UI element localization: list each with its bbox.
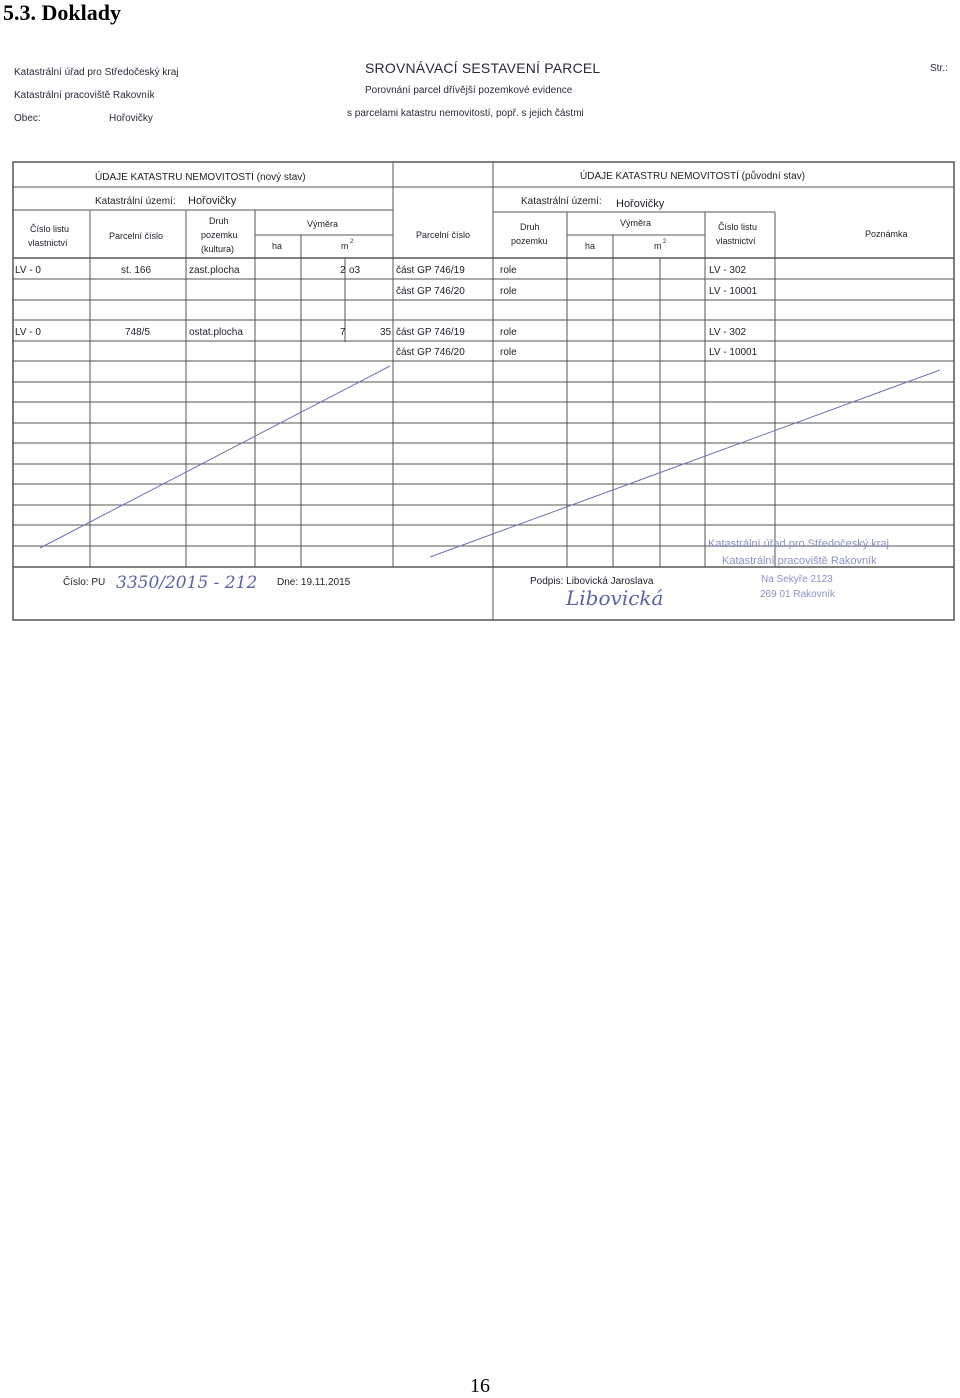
obec-label: Obec: [14, 113, 41, 124]
obec-value: Hořovičky [109, 113, 153, 124]
office-stamp [708, 538, 889, 600]
col-m2: m [341, 241, 349, 251]
col-orig-m2: m [654, 241, 662, 251]
stamp-line-2: Katastrální pracoviště Rakovník [722, 555, 877, 567]
col-parcel: Parcelní číslo [109, 231, 164, 241]
stamp-line-3: Na Sekyře 2123 [761, 574, 833, 585]
signature: Libovická [566, 586, 664, 610]
cell-orig-druh: role [500, 327, 517, 338]
cell-m2-a: 7 [340, 327, 346, 338]
cell-m2-b: 35 [380, 327, 392, 338]
cell-parcel: st. 166 [121, 265, 152, 276]
table-row [396, 286, 758, 297]
cislo-handwritten: 3350/2015 - 212 [116, 573, 258, 593]
cell-orig-druh: role [500, 347, 517, 358]
col-orig-lv-1: Číslo listu [718, 222, 758, 232]
page-label: Str.: [930, 63, 948, 74]
stamp-line-1: Katastrální úřad pro Středočeský kraj [708, 538, 889, 550]
workplace-name: Katastrální pracoviště Rakovník [14, 90, 155, 101]
cell-druh: zast.plocha [189, 265, 240, 276]
form-subtitle-2: s parcelami katastru nemovitostí, popř. s jejich částmi [347, 108, 584, 119]
ku-label-new: Katastrální území: [95, 196, 176, 207]
cell-orig-parcel: část GP 746/19 [396, 327, 465, 338]
col-note: Poznámka [865, 229, 908, 239]
cell-lv: LV - 0 [15, 327, 41, 338]
podpis-label: Podpis: Libovická Jaroslava [530, 576, 654, 587]
ku-value-orig: Hořovičky [616, 198, 665, 210]
office-name: Katastrální úřad pro Středočeský kraj [14, 67, 179, 78]
date-label: Dne: 19.11.2015 [277, 577, 351, 588]
col-orig-lv-2: vlastnictví [716, 236, 756, 246]
col-orig-vymera: Výměra [620, 218, 652, 228]
col-orig-druh-2: pozemku [511, 236, 548, 246]
col-orig-m2-sup: 2 [663, 239, 667, 245]
cell-druh: ostat.plocha [189, 327, 243, 338]
new-state-title: ÚDAJE KATASTRU NEMOVITOSTÍ (nový stav) [95, 172, 306, 183]
form-title: SROVNÁVACÍ SESTAVENÍ PARCEL [365, 60, 601, 76]
col-vymera: Výměra [307, 219, 339, 229]
cislo-label: Číslo: PU [63, 577, 106, 588]
col-ha: ha [272, 241, 283, 251]
cell-orig-parcel: část GP 746/20 [396, 286, 465, 297]
ku-label-orig: Katastrální území: [521, 196, 602, 207]
cell-m2-a: 2 [340, 265, 346, 276]
cell-orig-parcel: část GP 746/20 [396, 347, 465, 358]
table-row [396, 347, 758, 358]
stamp-line-4: 269 01 Rakovník [760, 589, 836, 600]
col-druh-1: Druh [209, 216, 229, 226]
table-row [15, 265, 746, 276]
cancel-stroke-left [40, 366, 390, 548]
form-subtitle-1: Porovnání parcel dřívější pozemkové evidence [365, 85, 573, 96]
col-druh-3: (kultura) [201, 244, 235, 254]
ku-value-new: Hořovičky [188, 195, 237, 207]
col-lv-1: Číslo listu [30, 224, 70, 234]
orig-state-title: ÚDAJE KATASTRU NEMOVITOSTÍ (původní stav) [580, 171, 806, 182]
cell-orig-druh: role [500, 265, 517, 276]
parcel-comparison-table [0, 0, 960, 640]
cell-lv: LV - 0 [15, 265, 41, 276]
col-druh-2: pozemku [201, 230, 238, 240]
cell-orig-druh: role [500, 286, 517, 297]
cell-orig-lv: LV - 302 [709, 327, 747, 338]
cell-parcel: 748/5 [125, 327, 151, 338]
cell-orig-lv: LV - 10001 [709, 347, 758, 358]
cell-orig-lv: LV - 10001 [709, 286, 758, 297]
col-orig-parcel: Parcelní číslo [416, 230, 471, 240]
section-title: 5.3. Doklady [3, 0, 121, 25]
col-lv-2: vlastnictví [28, 238, 68, 248]
page-number: 16 [470, 1375, 490, 1397]
cell-orig-parcel: část GP 746/19 [396, 265, 465, 276]
cell-m2-b: o3 [349, 265, 361, 276]
cell-orig-lv: LV - 302 [709, 265, 747, 276]
col-orig-druh-1: Druh [520, 222, 540, 232]
col-orig-ha: ha [585, 241, 596, 251]
table-row [15, 327, 746, 338]
col-m2-sup: 2 [350, 239, 354, 245]
